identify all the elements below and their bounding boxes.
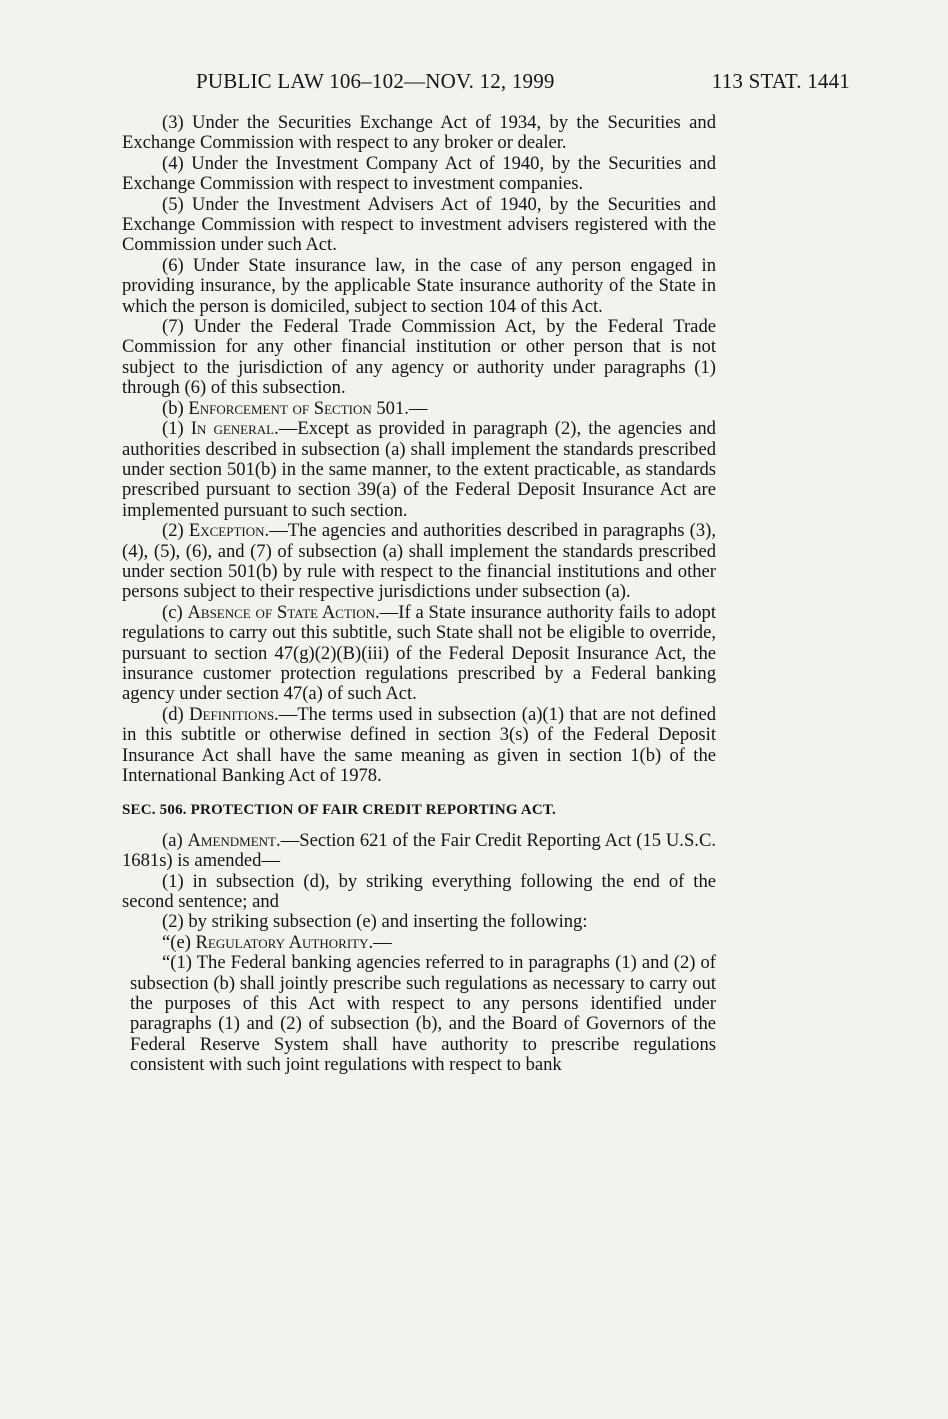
subsection-b-label: (b) <box>162 397 189 419</box>
paragraph-b2-label: (2) <box>162 520 189 542</box>
section-506-heading: SEC. 506. PROTECTION OF FAIR CREDIT REPORTING ACT. <box>122 802 556 819</box>
paragraph-b1 <box>122 419 716 521</box>
subsection-d-heading: Definitions. <box>189 703 279 725</box>
quoted-e-heading: Regulatory Authority.— <box>195 931 392 953</box>
subsection-d <box>122 705 716 787</box>
subsection-c-heading: Absence of State Action. <box>187 601 380 623</box>
paragraph-a5: (5) Under the Investment Advisers Act of 1940, by the Securities and Exchange Commission with respect to investment advisers registered with the Commission under such Act. <box>122 193 716 256</box>
header-law-citation: PUBLIC LAW 106–102—NOV. 12, 1999 <box>196 69 555 93</box>
sec506-a-text: —Section 621 of the Fair Credit Reporting Act (15 U.S.C. 1681s) is amended— <box>122 829 717 872</box>
paragraph-b2-text: —The agencies and authorities described in paragraphs (3), (4), (5), (6), and (7) of subsection (a) shall implement the standards prescribed under section 501(b) by rule with respect to the financial institutions and other persons subject to their respective jurisdictions under subsection (a). <box>122 520 716 603</box>
paragraph-b1-heading: In general. <box>190 418 279 440</box>
paragraph-b1-text: —Except as provided in paragraph (2), the agencies and authorities described in subsection (a) shall implement the standards prescribed under section 501(b) in the same manner, to the extent practicable, as standards prescribed pursuant to section 39(a) of the Federal Deposit Insurance Act are implemented pursuant to such section. <box>122 418 716 521</box>
sec506-a-heading: Amendment. <box>187 829 281 851</box>
subsection-b-heading: Enforcement of Section 501.— <box>188 397 428 419</box>
paragraph-b2 <box>122 521 716 603</box>
subsection-d-text: —The terms used in subsection (a)(1) that are not defined in this subtitle or otherwise defined in section 3(s) of the Federal Deposit Insurance Act shall have the same meaning as given in section 1(b) of the International Banking Act of 1978. <box>122 703 716 786</box>
paragraph-b1-label: (1) <box>162 418 191 440</box>
paragraph-a3: (3) Under the Securities Exchange Act of 1934, by the Securities and Exchange Commission with respect to any broker or dealer. <box>122 112 716 154</box>
sec506-paragraph-a1: (1) in subsection (d), by striking everything following the end of the second sentence; and <box>122 870 716 913</box>
paragraph-a4: (4) Under the Investment Company Act of 1940, by the Securities and Exchange Commission with respect to investment companies. <box>122 152 716 195</box>
subsection-c-text: —If a State insurance authority fails to adopt regulations to carry out this subtitle, such State shall not be eligible to override, pursuant to section 47(g)(2)(B)(iii) of the Federal Deposit Insurance Act, the insurance customer protection regulations prescribed by a Federal banking agency under section 47(a) of such Act. <box>122 601 717 705</box>
sec506-a-label: (a) <box>162 829 188 851</box>
sec506-paragraph-a2: (2) by striking subsection (e) and inserting the following: <box>162 911 588 933</box>
subsection-c <box>122 603 716 705</box>
subsection-d-label: (d) <box>162 703 190 725</box>
subsection-b <box>122 399 716 419</box>
sec506-subsection-a <box>122 831 716 872</box>
quoted-e-label: “(e) <box>162 931 196 953</box>
quoted-paragraph-e1: “(1) The Federal banking agencies referred to in paragraphs (1) and (2) of subsection (b) shall jointly prescribe such regulations as necessary to carry out the purposes of this Act with respect to any persons identified under paragraphs (1) and (2) of subsection (b), and the Board of Governors of the Federal Reserve System shall have authority to prescribe regulations consistent with such joint regulations with respect to bank <box>130 952 716 1076</box>
quoted-subsection-e <box>122 933 716 953</box>
paragraph-b2-heading: Exception. <box>188 520 270 542</box>
header-stat-page: 113 STAT. 1441 <box>711 69 850 93</box>
paragraph-a7: (7) Under the Federal Trade Commission Act, by the Federal Trade Commission for any other financial institution or other person that is not subject to the jurisdiction of any agency or authority under paragraphs (1) through (6) of this subsection. <box>122 316 716 399</box>
document-body <box>122 113 716 1076</box>
page-header <box>0 66 948 96</box>
paragraph-a6: (6) Under State insurance law, in the case of any person engaged in providing insurance, by the applicable State insurance authority of the State in which the person is domiciled, subject to section 104 of this Act. <box>122 254 716 317</box>
subsection-c-label: (c) <box>162 601 188 623</box>
